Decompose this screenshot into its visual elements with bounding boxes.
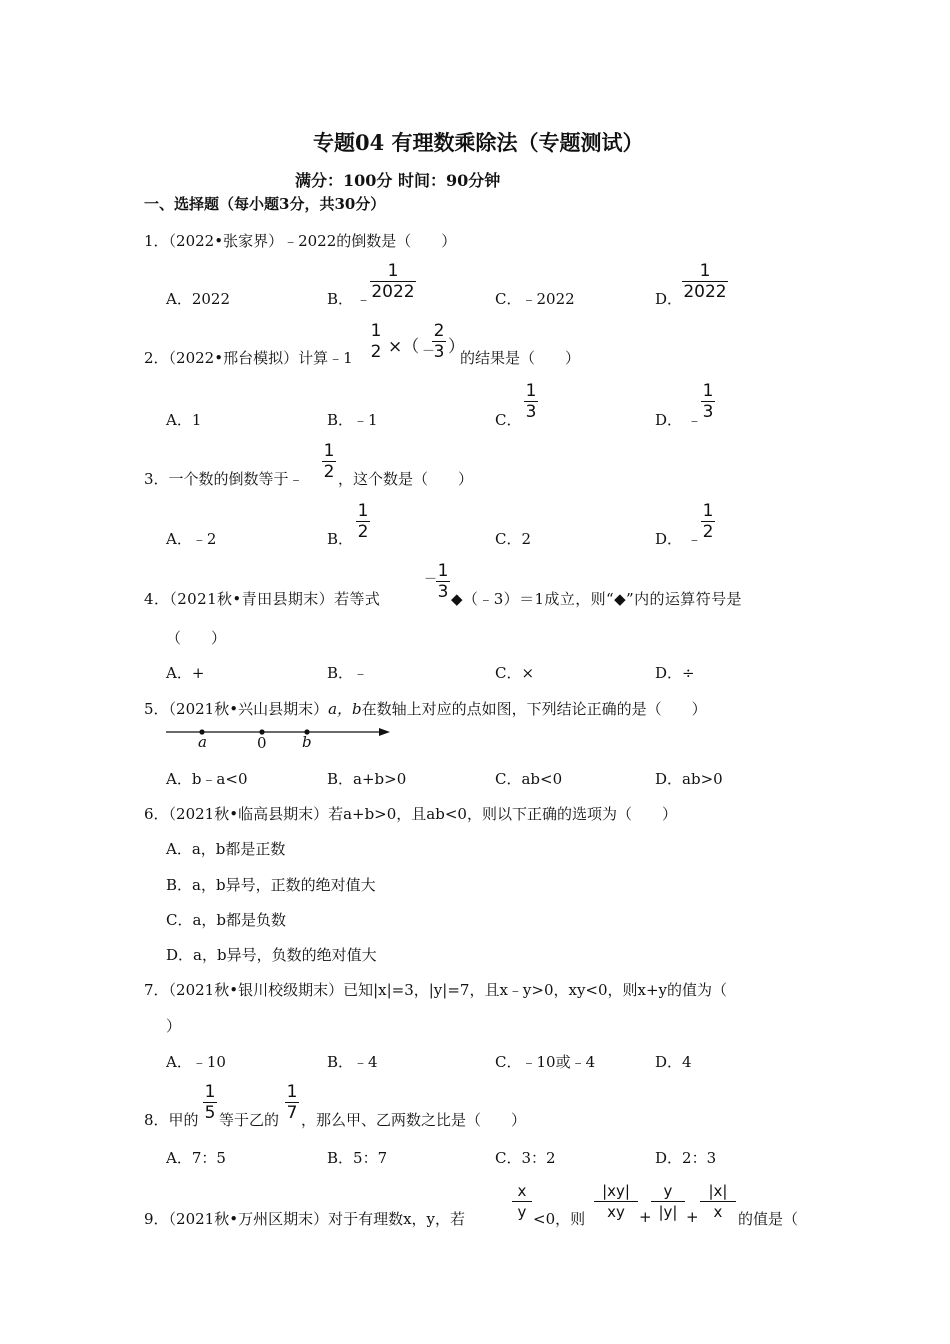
option-d: D．a，b异号，负数的绝对值大 (166, 946, 377, 964)
denominator: |y| (658, 1203, 678, 1221)
option-b: B．﹣4 (327, 1053, 378, 1071)
question-stem: 6．（2021秋•临高县期末）若a+b>0，且ab<0，则以下正确的选项为（ ） (144, 805, 677, 823)
question-stem: 7．（2021秋•银川校级期末）已知|x|=3，|y|=7，且x﹣y>0，xy<0，则x+y的值为（ (144, 981, 728, 999)
page-title: 专题04 有理数乘除法（专题测试） (313, 130, 644, 155)
axis-label-b: b (302, 733, 312, 751)
option-d-label: D． (655, 290, 683, 308)
denominator: 2 (323, 462, 335, 482)
numerator: x (517, 1182, 527, 1200)
fraction-bar (512, 1201, 532, 1202)
fraction (356, 502, 370, 541)
fraction (682, 262, 728, 301)
times-paren: ×（ (388, 337, 420, 357)
question-stem: 1．（2022•张家界）﹣2022的倒数是（ ） (144, 232, 457, 250)
option-d-label: D． (655, 411, 683, 429)
question-stem-prefix: 9．（2021秋•万州区期末）对于有理数x，y，若 (144, 1210, 466, 1228)
question-stem-prefix: 8．甲的 (144, 1111, 199, 1129)
minus-sign: ﹣ (687, 411, 703, 429)
numerator: 1 (357, 501, 369, 521)
numerator: 1 (525, 381, 537, 401)
close-paren: ） (448, 337, 465, 357)
fraction (203, 1083, 217, 1122)
option-d: D．4 (655, 1053, 692, 1071)
axis-label-a: a (198, 733, 207, 751)
question-stem-suffix: ，这个数是（ ） (338, 470, 474, 488)
fraction (370, 262, 416, 301)
stem-vars: a，b (328, 700, 362, 718)
arrow-head (379, 728, 390, 736)
fraction (369, 322, 383, 361)
stem-prefix: 5．（2021秋•兴山县期末） (144, 700, 329, 718)
numerator: 1 (387, 261, 399, 281)
option-c: C．ab<0 (495, 770, 563, 788)
denominator: 2 (357, 522, 369, 542)
plus-sign: + (686, 1208, 699, 1226)
plus-sign: + (639, 1208, 652, 1226)
fraction (285, 1083, 299, 1122)
option-d: D．ab>0 (655, 770, 723, 788)
question-stem-suffix: ，那么甲、乙两数之比是（ ） (301, 1111, 527, 1129)
option-a: A．b﹣a<0 (166, 770, 248, 788)
option-a: A．7：5 (166, 1149, 226, 1167)
option-b: B．a+b>0 (327, 770, 407, 788)
page-subtitle: 满分：100分 时间：90分钟 (295, 171, 501, 190)
fraction-bar (651, 1201, 685, 1202)
denominator: 3 (702, 402, 714, 422)
denominator: 2022 (371, 282, 415, 302)
fraction (701, 382, 715, 421)
option-c: C．﹣10或﹣4 (495, 1053, 596, 1071)
fraction (436, 562, 450, 601)
numerator: y (663, 1182, 673, 1200)
question-stem-prefix: 3．一个数的倒数等于﹣ (144, 470, 304, 488)
minus-sign: ﹣ (356, 290, 372, 308)
denominator: 3 (437, 582, 449, 602)
option-b: B．a，b异号，正数的绝对值大 (166, 876, 376, 894)
number-line (160, 720, 400, 756)
denominator: 3 (433, 342, 445, 362)
denominator: 7 (286, 1103, 298, 1123)
denominator: 2022 (683, 282, 727, 302)
denominator: x (713, 1203, 723, 1221)
question-stem-suffix: ◆（﹣3）＝1成立，则“◆”内的运算符号是 (451, 590, 742, 608)
numerator: 1 (370, 321, 382, 341)
numerator: 1 (702, 501, 714, 521)
option-c: C．﹣2022 (495, 290, 575, 308)
denominator: 5 (204, 1103, 216, 1123)
numerator: 1 (437, 561, 449, 581)
denominator: 2 (370, 342, 382, 362)
numerator: 1 (702, 381, 714, 401)
option-d-label: D． (655, 530, 683, 548)
fraction-bar (700, 1201, 736, 1202)
option-a: A．﹣2 (166, 530, 217, 548)
fraction (701, 502, 715, 541)
option-c-label: C． (495, 411, 522, 429)
option-c: C．3：2 (495, 1149, 556, 1167)
numerator: 1 (323, 441, 335, 461)
question-stem-line2: （ ） (166, 629, 227, 647)
fraction-bar (594, 1201, 638, 1202)
axis-label-0: 0 (257, 734, 267, 752)
denominator: 2 (702, 522, 714, 542)
fraction (651, 1182, 685, 1221)
section-heading: 一、选择题（每小题3分，共30分） (144, 195, 386, 213)
question-stem-suffix: 的值是（ (738, 1210, 799, 1228)
option-a: A．1 (166, 411, 202, 429)
option-b: B．﹣ (327, 664, 369, 682)
fraction (432, 322, 446, 361)
question-stem-mid: <0，则 (533, 1210, 586, 1228)
option-c: C．a，b都是负数 (166, 911, 287, 929)
denominator: y (517, 1203, 527, 1221)
option-a: A．2022 (166, 290, 231, 308)
option-d: D．2：3 (655, 1149, 717, 1167)
option-b: B．﹣1 (327, 411, 378, 429)
numerator: 1 (286, 1082, 298, 1102)
minus-sign: － (422, 344, 436, 359)
question-stem-mid: 等于乙的 (219, 1111, 280, 1129)
fraction (594, 1182, 638, 1221)
fraction (512, 1182, 532, 1221)
numerator: |x| (708, 1182, 728, 1200)
minus-sign: － (424, 572, 438, 587)
question-stem-suffix: 的结果是（ ） (460, 349, 581, 367)
numerator: 1 (699, 261, 711, 281)
numerator: 1 (204, 1082, 216, 1102)
fraction (322, 442, 336, 481)
option-c: C．2 (495, 530, 532, 548)
option-a: A．a，b都是正数 (166, 840, 286, 858)
denominator: 3 (525, 402, 537, 422)
option-d: D．÷ (655, 664, 695, 682)
option-a: A．﹣10 (166, 1053, 226, 1071)
fraction (700, 1182, 736, 1221)
question-stem-prefix: 4．（2021秋•青田县期末）若等式 (144, 590, 381, 608)
question-stem-prefix: 2．（2022•邢台模拟）计算﹣1 (144, 349, 353, 367)
numerator: |xy| (602, 1182, 630, 1200)
option-c: C．× (495, 664, 535, 682)
fraction (524, 382, 538, 421)
question-stem (144, 698, 707, 719)
option-b-label: B． (327, 530, 354, 548)
option-a: A．+ (166, 664, 205, 682)
stem-suffix: 在数轴上对应的点如图，下列结论正确的是（ ） (361, 700, 707, 718)
option-b-label: B． (327, 290, 354, 308)
numerator: 2 (433, 321, 445, 341)
denominator: xy (607, 1203, 625, 1221)
question-stem-line2: ） (166, 1017, 182, 1035)
minus-sign: ﹣ (687, 530, 703, 548)
option-b: B．5：7 (327, 1149, 388, 1167)
